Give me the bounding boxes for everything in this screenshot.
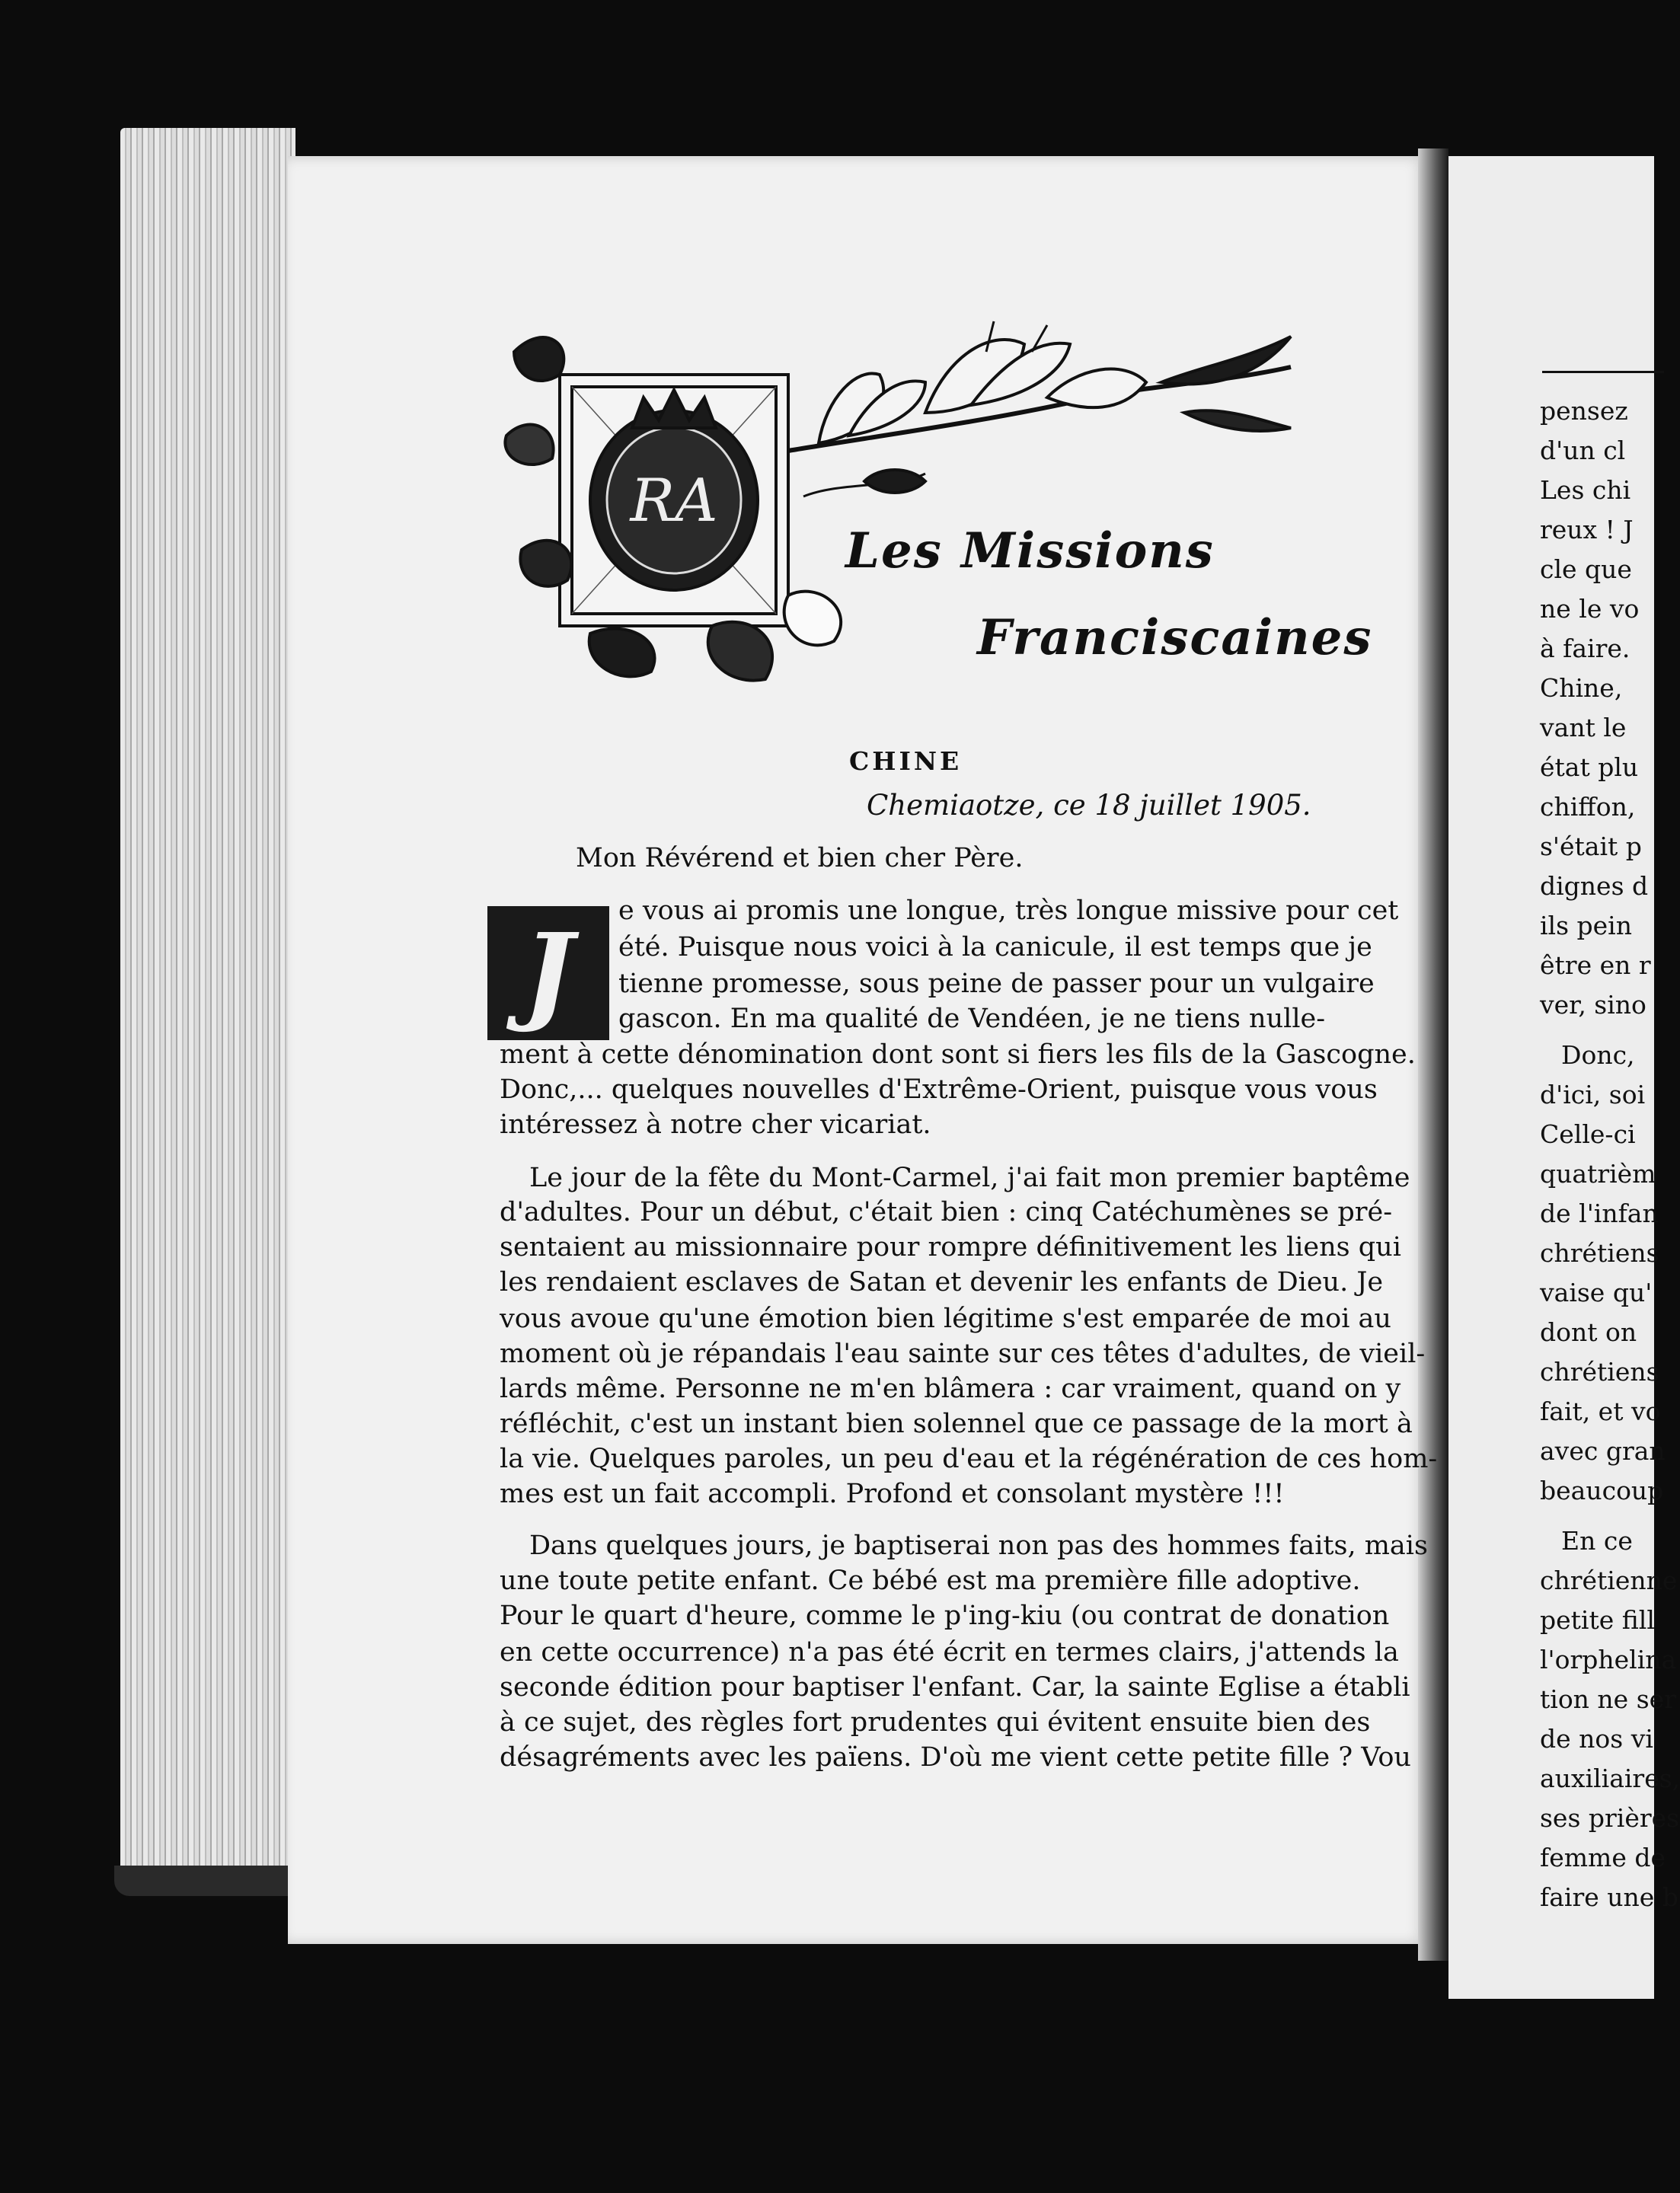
right-page-line: être en r — [1540, 950, 1651, 980]
right-page-line: état plu — [1540, 752, 1639, 782]
body-line: les rendaient esclaves de Satan et devenir les enfants de Dieu. Je — [500, 1267, 1384, 1298]
right-page-line: chrétiens — [1540, 1238, 1659, 1268]
right-page-line: En ce — [1561, 1526, 1633, 1556]
body-line: intéressez à notre cher vicariat. — [500, 1109, 931, 1140]
right-page-line: vant le — [1540, 713, 1627, 742]
right-page — [1448, 156, 1654, 1999]
right-page-line: pensez — [1540, 396, 1628, 426]
right-page-line: femme de — [1540, 1843, 1666, 1872]
section-heading: CHINE — [849, 746, 963, 776]
right-page-line: Les chi — [1540, 475, 1631, 505]
right-page-line: tion ne ser — [1540, 1684, 1676, 1714]
drop-cap — [487, 906, 609, 1040]
book-page-edges — [120, 128, 295, 1879]
body-line: d'adultes. Pour un début, c'était bien : cinq Catéchumènes se pré- — [500, 1197, 1393, 1227]
body-line: à ce sujet, des règles fort prudentes qui évitent ensuite bien des — [500, 1707, 1371, 1738]
body-line: Dans quelques jours, je baptiserai non pas des hommes faits, mais — [529, 1531, 1428, 1561]
body-line: Pour le quart d'heure, comme le p'ing-kiu (ou contrat de donation — [500, 1601, 1390, 1631]
salutation: Mon Révérend et bien cher Père. — [576, 843, 1024, 873]
body-line: réfléchit, c'est un instant bien solennel que ce passage de la mort à — [500, 1409, 1413, 1439]
body-line: seconde édition pour baptiser l'enfant. Car, la sainte Eglise a établi — [500, 1672, 1410, 1703]
title-line-1: Les Missions — [845, 522, 1215, 579]
body-line: lards même. Personne ne m'en blâmera : car vraiment, quand on y — [500, 1374, 1401, 1404]
right-page-line: s'était p — [1540, 832, 1642, 861]
right-page-line: chiffon, — [1540, 792, 1636, 822]
right-page-line: Chine, — [1540, 673, 1623, 703]
right-page-line: d'ici, soi — [1540, 1080, 1646, 1109]
right-page-line: avec gran — [1540, 1436, 1666, 1466]
right-page-line: Celle-ci — [1540, 1119, 1636, 1149]
right-page-line: ver, sino — [1540, 990, 1646, 1020]
right-page-line: dignes d — [1540, 871, 1649, 901]
right-page-line: vaise qu' — [1540, 1278, 1653, 1307]
right-page-line: Donc, — [1561, 1040, 1635, 1070]
monogram-glyph: RA — [630, 467, 718, 535]
body-line: tienne promesse, sous peine de passer pour un vulgaire — [618, 969, 1375, 999]
drop-cap-letter: J — [522, 911, 574, 1036]
right-page-line: petite fill — [1540, 1605, 1655, 1635]
right-page-line: à faire. — [1540, 634, 1630, 663]
body-line: sentaient au missionnaire pour rompre définitivement les liens qui — [500, 1232, 1401, 1262]
right-page-line: fait, et vo — [1540, 1397, 1661, 1426]
book-gutter — [1418, 148, 1448, 1961]
right-page-line: d'un cl — [1540, 436, 1626, 465]
right-page-line: cle que — [1540, 554, 1632, 584]
right-page-line: l'orphelina — [1540, 1645, 1677, 1674]
body-line: vous avoue qu'une émotion bien légitime s'est emparée de moi au — [500, 1304, 1391, 1334]
right-page-line: dont on — [1540, 1317, 1637, 1347]
body-line: moment où je répandais l'eau sainte sur ces têtes d'adultes, de vieil- — [500, 1339, 1426, 1369]
body-line: ment à cette dénomination dont sont si fiers les fils de la Gascogne. — [500, 1039, 1416, 1070]
right-page-line: ne le vo — [1540, 594, 1640, 624]
right-page-rule — [1542, 371, 1664, 373]
body-line: la vie. Quelques paroles, un peu d'eau et la régénération de ces hom- — [500, 1444, 1438, 1474]
right-page-line: ils pein — [1540, 911, 1632, 940]
title-line-2: Franciscaines — [977, 609, 1373, 666]
body-line: e vous ai promis une longue, très longue missive pour cet — [618, 895, 1399, 926]
right-page-line: reux ! J — [1540, 515, 1634, 544]
dateline: Chemiaotze, ce 18 juillet 1905. — [867, 789, 1311, 822]
right-page-line: beaucoup — [1540, 1476, 1664, 1505]
right-page-line: chrétiens — [1540, 1357, 1659, 1387]
body-line: Donc,... quelques nouvelles d'Extrême-Orient, puisque vous vous — [500, 1074, 1378, 1105]
right-page-line: ses prières — [1540, 1803, 1680, 1833]
right-page-line: faire une b — [1540, 1882, 1678, 1912]
body-line: une toute petite enfant. Ce bébé est ma première fille adoptive. — [500, 1566, 1361, 1596]
right-page-line: chrétienne — [1540, 1566, 1678, 1595]
body-line: en cette occurrence) n'a pas été écrit en termes clairs, j'attends la — [500, 1637, 1399, 1668]
book-cover-bottom — [114, 1866, 312, 1896]
body-line: gascon. En ma qualité de Vendéen, je ne tiens nulle- — [618, 1004, 1326, 1034]
right-page-line: quatrièm — [1540, 1159, 1656, 1189]
right-page-line: de l'infan — [1540, 1199, 1659, 1228]
body-line: été. Puisque nous voici à la canicule, il est temps que je — [618, 932, 1372, 962]
body-line: désagréments avec les païens. D'où me vient cette petite fille ? Vou — [500, 1742, 1411, 1773]
body-line: mes est un fait accompli. Profond et consolant mystère !!! — [500, 1479, 1285, 1509]
right-page-line: auxiliaires, — [1540, 1764, 1680, 1793]
right-page-line: de nos vi — [1540, 1724, 1653, 1754]
body-line: Le jour de la fête du Mont-Carmel, j'ai fait mon premier baptême — [529, 1163, 1410, 1193]
